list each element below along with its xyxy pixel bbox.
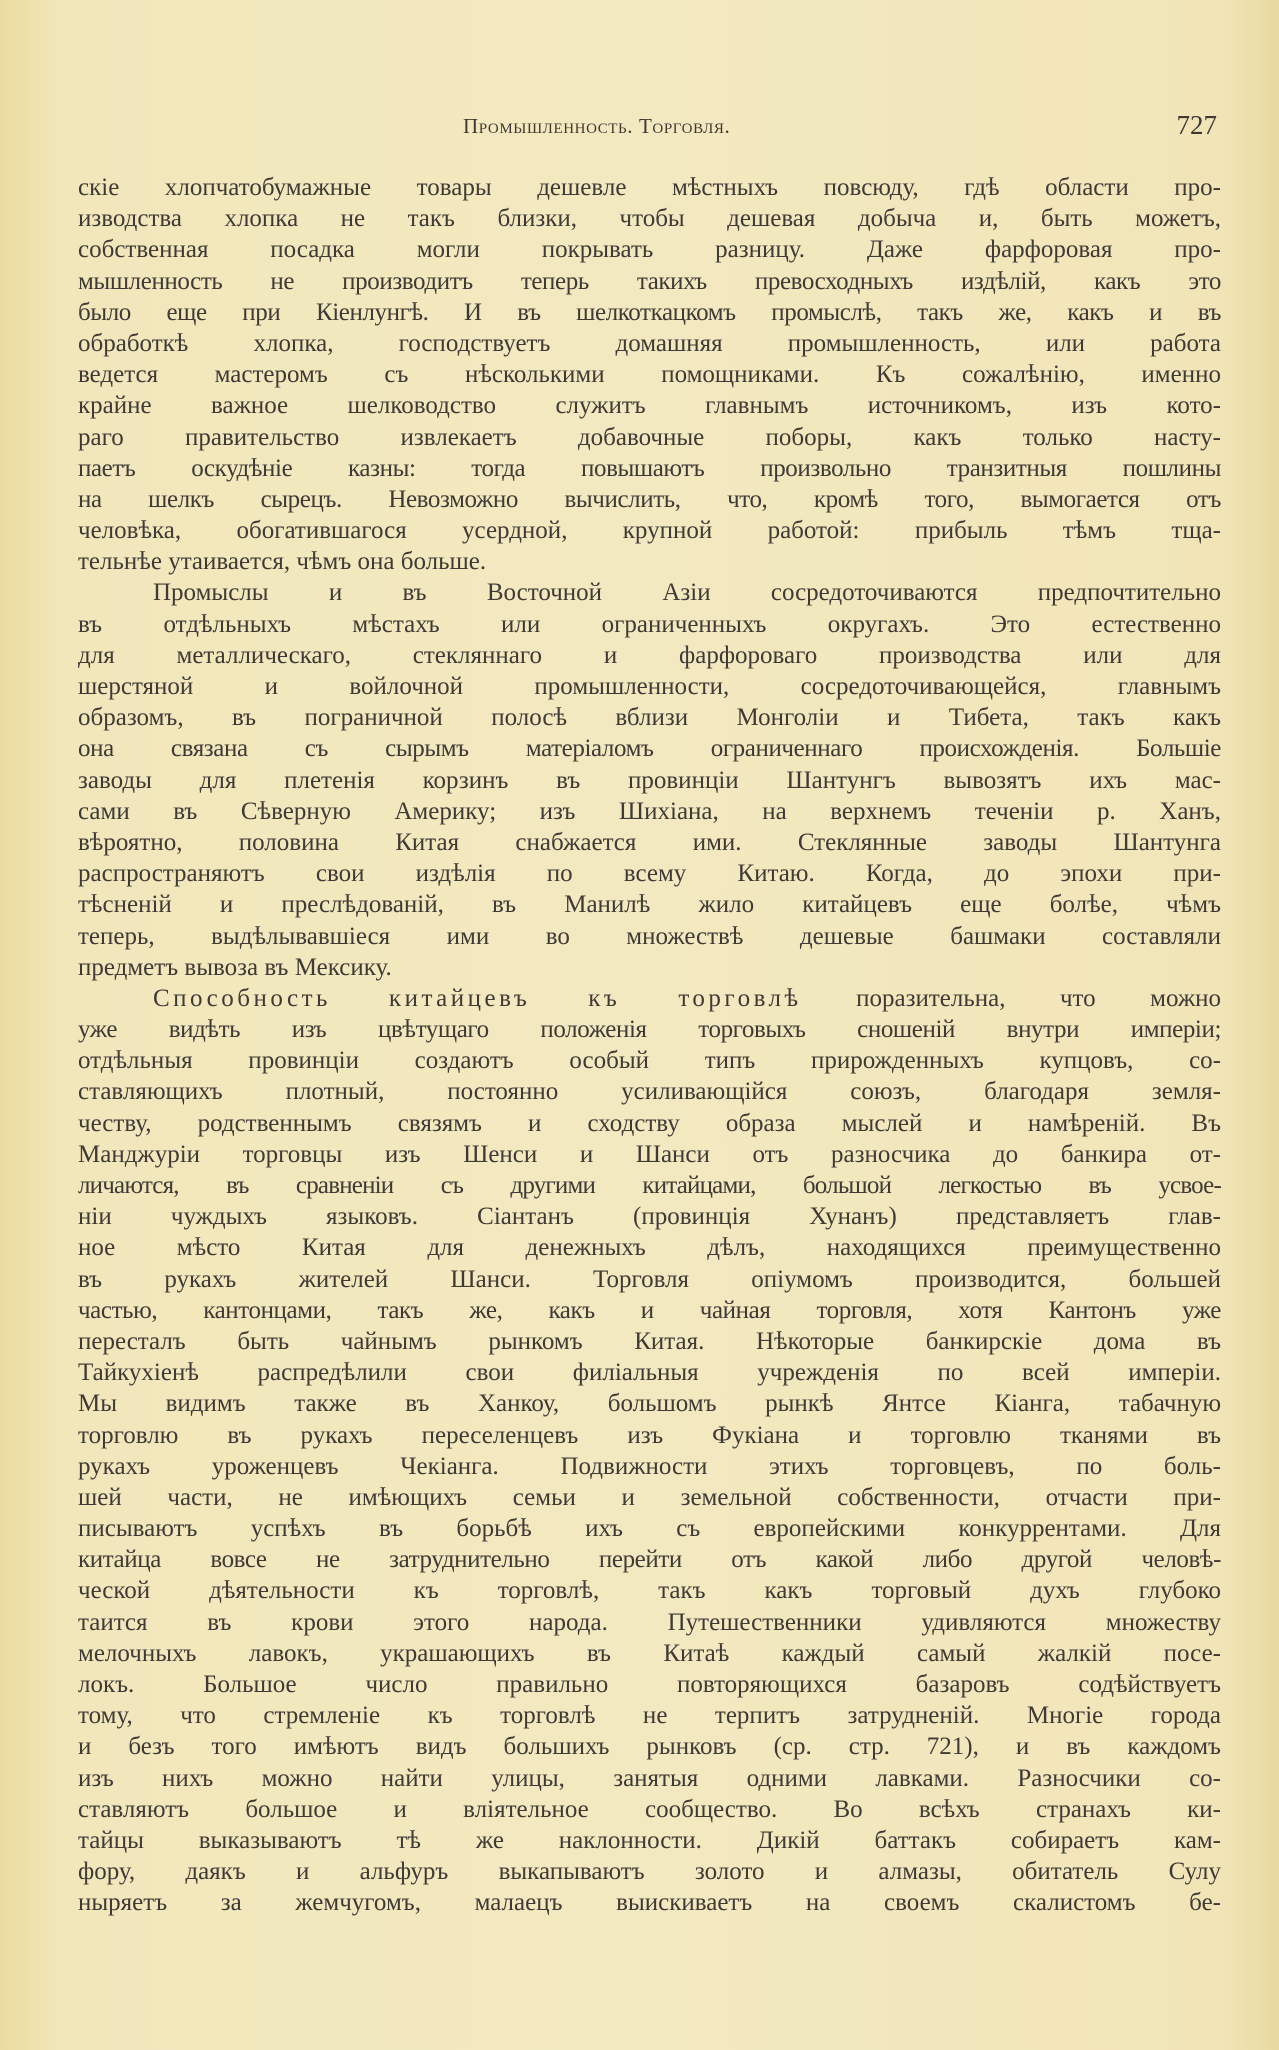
text-line: мышленность не производитъ теперь такихъ превосходныхъ издѣлій, какъ это (78, 267, 1221, 295)
lead-line-rest: поразительна, что можно (801, 984, 1221, 1012)
text-line: ное мѣсто Китая для денежныхъ дѣлъ, находящихся преимущественно (78, 1234, 1221, 1262)
text-line: тому, что стремленіе къ торговлѣ не терпитъ затрудненій. Многіе города (78, 1702, 1221, 1730)
text-line: изводства хлопка не такъ близки, чтобы дешевая добыча и, быть можетъ, (78, 205, 1221, 233)
text-line: сами въ Сѣверную Америку; изъ Шихіана, на верхнемъ теченіи р. Ханъ, (78, 797, 1221, 825)
text-line: шей части, не имѣющихъ семьи и земельной собственности, отчасти при- (78, 1483, 1221, 1511)
text-line: ведется мастеромъ съ нѣсколькими помощниками. Къ сожалѣнію, именно (78, 361, 1221, 389)
text-line: паетъ оскудѣніе казны: тогда повышаютъ произвольно транзитныя пошлины (78, 454, 1221, 482)
text-line: ставляющихъ плотный, постоянно усиливающійся союзъ, благодаря земля- (78, 1078, 1221, 1106)
body-text (78, 172, 1221, 1919)
text-line: рукахъ уроженцевъ Чекіанга. Подвижности этихъ торговцевъ, по боль- (78, 1452, 1221, 1480)
text-line: личаются, въ сравненіи съ другими китайцами, большой легкостью въ усвое- (78, 1172, 1221, 1199)
text-line: Мы видимъ также въ Ханкоу, большомъ рынкѣ Янтсе Кіанга, табачную (78, 1390, 1221, 1418)
text-line: теперь, выдѣлывавшіеся ими во множествѣ дешевые башмаки составляли (78, 922, 1221, 950)
text-line: вѣроятно, половина Китая снабжается ими. Стеклянные заводы Шантунга (78, 828, 1221, 856)
text-line: уже видѣть изъ цвѣтущаго положенія торговыхъ сношеній внутри имперіи; (78, 1016, 1221, 1044)
text-line: въ рукахъ жителей Шанси. Торговля опіумомъ производится, большей (78, 1265, 1221, 1293)
text-line: мелочныхъ лавокъ, украшающихъ въ Китаѣ каждый самый жалкій посе- (78, 1639, 1221, 1667)
text-line: тельнѣе утаивается, чѣмъ она больше. (78, 548, 487, 576)
text-line: честву, родственнымъ связямъ и сходству образа мыслей и намѣреній. Въ (78, 1109, 1221, 1137)
text-line: ніи чуждыхъ языковъ. Сіантанъ (провинція Хунанъ) представляетъ глав- (78, 1203, 1221, 1231)
text-line: заводы для плетенія корзинъ въ провинціи Шантунгъ вывозятъ ихъ мас- (78, 766, 1221, 794)
text-line: писываютъ успѣхъ въ борьбѣ ихъ съ европейскими конкуррентами. Для (78, 1515, 1221, 1543)
text-line: и безъ того имѣютъ видъ большихъ рынковъ (ср. стр. 721), и въ каждомъ (78, 1733, 1221, 1761)
text-line: тѣсненій и преслѣдованій, въ Манилѣ жило китайцевъ еще болѣе, чѣмъ (78, 891, 1221, 919)
text-line: таится въ крови этого народа. Путешественники удивляются множеству (78, 1608, 1221, 1636)
text-line: ческой дѣятельности къ торговлѣ, такъ какъ торговый духъ глубоко (78, 1577, 1221, 1605)
text-line: Тайкухіенѣ распредѣлили свои филіальныя учрежденія по всей имперіи. (78, 1359, 1221, 1387)
text-line: предметъ вывоза въ Мексику. (78, 953, 392, 981)
text-line: было еще при Кіенлунгѣ. И въ шелкоткацкомъ промыслѣ, такъ же, какъ и въ (78, 298, 1221, 326)
text-line: ставляютъ большое и вліятельное сообщество. Во всѣхъ странахъ ки- (78, 1795, 1221, 1823)
text-line: ныряетъ за жемчугомъ, малаецъ выискиваетъ на своемъ скалистомъ бе- (78, 1889, 1221, 1917)
text-line: образомъ, въ пограничной полосѣ вблизи Монголіи и Тибета, такъ какъ (78, 704, 1221, 732)
text-line: обработкѣ хлопка, господствуетъ домашняя промышленность, или работа (78, 329, 1221, 357)
text-line: изъ нихъ можно найти улицы, занятыя одними лавками. Разносчики со- (78, 1764, 1221, 1792)
text-line: китайца вовсе не затруднительно перейти отъ какой либо другой человѣ- (78, 1546, 1221, 1574)
page-header (78, 110, 1221, 146)
text-line: фору, даякъ и альфуръ выкапываютъ золото и алмазы, обитатель Сулу (78, 1858, 1221, 1886)
running-title: Промышленность. Торговля. (463, 114, 731, 138)
text-line: на шелкъ сырецъ. Невозможно вычислить, что, кромѣ того, вымогается отъ (78, 485, 1221, 513)
text-line: локъ. Большое число правильно повторяющихся базаровъ содѣйствуетъ (78, 1671, 1221, 1698)
text-line: раго правительство извлекаетъ добавочные поборы, какъ только насту- (78, 423, 1221, 451)
text-line: для металлическаго, стекляннаго и фарфороваго производства или для (78, 641, 1221, 669)
text-line: распространяютъ свои издѣлія по всему Китаю. Когда, до эпохи при- (78, 860, 1221, 888)
paragraph-start-line: Промыслы и въ Восточной Азіи сосредоточиваются предпочтительно (153, 579, 1221, 607)
paragraph-start-line (78, 983, 1221, 1014)
text-line: пересталъ быть чайнымъ рынкомъ Китая. Нѣкоторые банкирскіе дома въ (78, 1327, 1221, 1355)
text-line: въ отдѣльныхъ мѣстахъ или ограниченныхъ округахъ. Это естественно (78, 610, 1221, 638)
text-line: торговлю въ рукахъ переселенцевъ изъ Фукіана и торговлю тканями въ (78, 1421, 1221, 1449)
text-line: крайне важное шелководство служитъ главнымъ источникомъ, изъ кото- (78, 392, 1221, 420)
text-line: скіе хлопчатобумажные товары дешевле мѣстныхъ повсюду, гдѣ области про- (78, 174, 1221, 201)
text-line: отдѣльныя провинціи создаютъ особый типъ прирожденныхъ купцовъ, со- (78, 1047, 1221, 1075)
text-line: Манджуріи торговцы изъ Шенси и Шанси отъ разносчика до банкира от- (78, 1140, 1221, 1168)
text-line: частью, кантонцами, такъ же, какъ и чайная торговля, хотя Кантонъ уже (78, 1296, 1221, 1324)
text-line: человѣка, обогатившагося усердной, крупной работой: прибыль тѣмъ тща- (78, 517, 1221, 545)
text-line: она связана съ сырымъ матеріаломъ ограниченнаго происхожденія. Большіе (78, 735, 1221, 763)
text-line: шерстяной и войлочной промышленности, сосредоточивающейся, главнымъ (78, 673, 1221, 700)
text-line: тайцы выказываютъ тѣ же наклонности. Дикій баттакъ собираетъ кам- (78, 1826, 1221, 1854)
page-number: 727 (1176, 110, 1217, 140)
spaced-lead-text: Способность китайцевъ къ торговлѣ (153, 984, 802, 1012)
text-line: собственная посадка могли покрывать разницу. Даже фарфоровая про- (78, 236, 1221, 264)
